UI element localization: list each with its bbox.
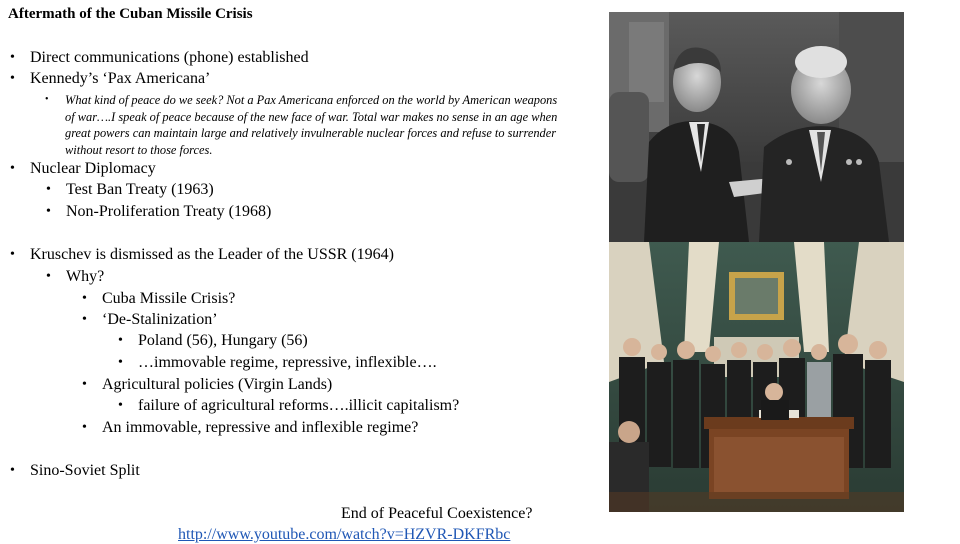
slide-title: Aftermath of the Cuban Missile Crisis [8,6,253,22]
bullet-marker: • [82,312,87,327]
bullet-cuba-missile-crisis: Cuba Missile Crisis? [102,290,236,307]
bullet-marker: • [82,291,87,306]
bullet-agricultural-policies: Agricultural policies (Virgin Lands) [102,376,333,393]
bullet-test-ban-treaty: Test Ban Treaty (1963) [66,181,214,198]
bullet-kruschev-dismissed: Kruschev is dismissed as the Leader of the USSR (1964) [30,246,394,263]
bullet-marker: • [82,420,87,435]
kennedy-khrushchev-photo [609,12,904,242]
kennedy-quote [45,92,565,158]
bullet-marker: • [10,161,15,176]
youtube-link[interactable]: http://www.youtube.com/watch?v=HZVR-DKFRbc [178,526,511,543]
bullet-marker: • [10,247,15,262]
bullet-marker: • [118,398,123,413]
bullet-poland-hungary: Poland (56), Hungary (56) [138,332,308,349]
bullet-marker: • [82,377,87,392]
bullet-marker: • [118,355,123,370]
bullet-marker: • [45,94,49,105]
bullet-marker: • [118,333,123,348]
bullet-why: Why? [66,268,105,285]
bullet-marker: • [46,269,51,284]
bullet-marker: • [10,463,15,478]
treaty-signing-photo [609,242,904,512]
bullet-de-stalinization: ‘De-Stalinization’ [102,311,218,328]
bullet-nuclear-diplomacy: Nuclear Diplomacy [30,160,156,177]
bullet-pax-americana: Kennedy’s ‘Pax Americana’ [30,70,211,87]
bullet-marker: • [10,71,15,86]
bullet-failure-agricultural-reforms: failure of agricultural reforms….illicit capitalism? [138,397,460,414]
bullet-marker: • [46,182,51,197]
bullet-direct-communications: Direct communications (phone) established [30,49,309,66]
bullet-immovable-repressive-regime: An immovable, repressive and inflexible regime? [102,419,419,436]
closing-question: End of Peaceful Coexistence? [341,505,533,522]
bullet-marker: • [10,50,15,65]
bullet-immovable-regime: …immovable regime, repressive, inflexible…. [138,354,437,371]
bullet-marker: • [46,204,51,219]
bullet-sino-soviet-split: Sino-Soviet Split [30,462,140,479]
bullet-non-proliferation-treaty: Non-Proliferation Treaty (1968) [66,203,272,220]
kennedy-quote-text: What kind of peace do we seek? Not a Pax Americana enforced on the world by American weapons of war….I speak of peace because of the new face of war. Total war makes no sense in an age when great powers can maintain large and relatively invulnerable nuclear forces and refuse to surrender without resort to those forces. [65,93,558,157]
